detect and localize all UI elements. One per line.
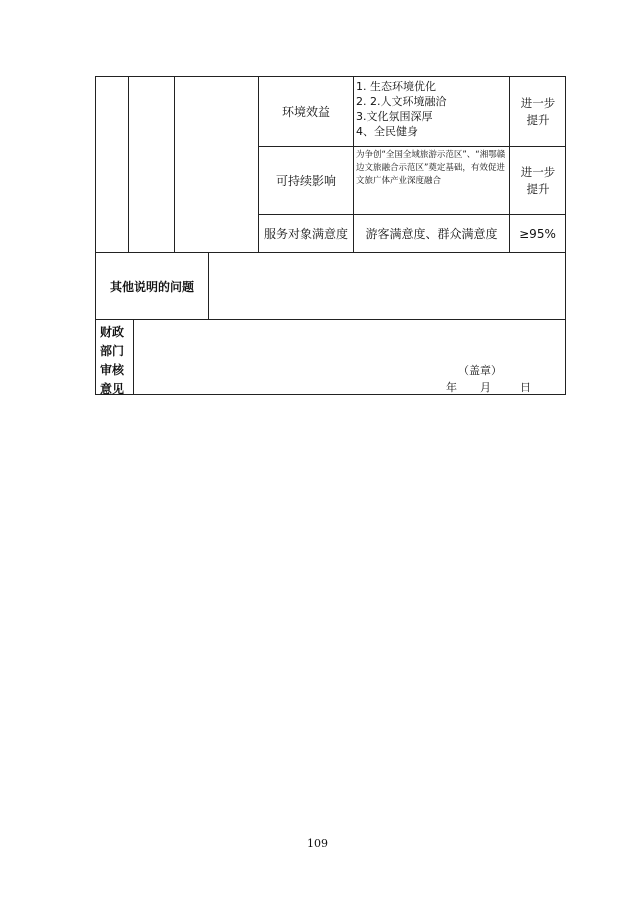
env-item: 2. 2.人文环境融洽 <box>356 95 447 108</box>
sustain-metric-label: 可持续影响 <box>275 173 336 188</box>
col-divider <box>133 319 134 395</box>
sustain-content: 为争创“全国全域旅游示范区”、“湘鄂赣边文旅融合示范区”奠定基础，有效促进文旅广体产业深度融合 <box>356 150 506 186</box>
satisfaction-target: ≥95% <box>519 226 556 241</box>
finance-review-label: 财政部门审核意见 <box>100 325 125 396</box>
table-border-right <box>565 76 566 395</box>
finance-month: 月 <box>480 381 491 394</box>
table-border-left <box>95 76 96 395</box>
env-target: 进一步提升 <box>520 95 556 127</box>
col-divider <box>208 252 209 319</box>
env-items <box>356 79 508 139</box>
finance-seal: （盖章） <box>458 364 502 377</box>
col-divider <box>128 76 129 252</box>
other-notes-value <box>213 256 561 316</box>
performance-table <box>95 76 566 395</box>
env-item: 1. 生态环境优化 <box>356 80 436 93</box>
page-number: 109 <box>307 837 328 850</box>
env-metric-label: 环境效益 <box>281 104 330 119</box>
finance-day: 日 <box>520 381 531 394</box>
other-notes-label: 其他说明的问题 <box>109 279 194 294</box>
finance-year: 年 <box>446 381 457 394</box>
table-border-bottom <box>95 394 566 395</box>
satisfaction-content: 游客满意度、群众满意度 <box>365 226 498 241</box>
env-item: 4、全民健身 <box>356 125 418 138</box>
sustain-target: 进一步提升 <box>520 164 556 196</box>
row-divider <box>95 319 566 320</box>
satisfaction-metric-label: 服务对象满意度 <box>263 226 348 241</box>
env-item: 3.文化氛围深厚 <box>356 110 433 123</box>
col-divider <box>174 76 175 252</box>
